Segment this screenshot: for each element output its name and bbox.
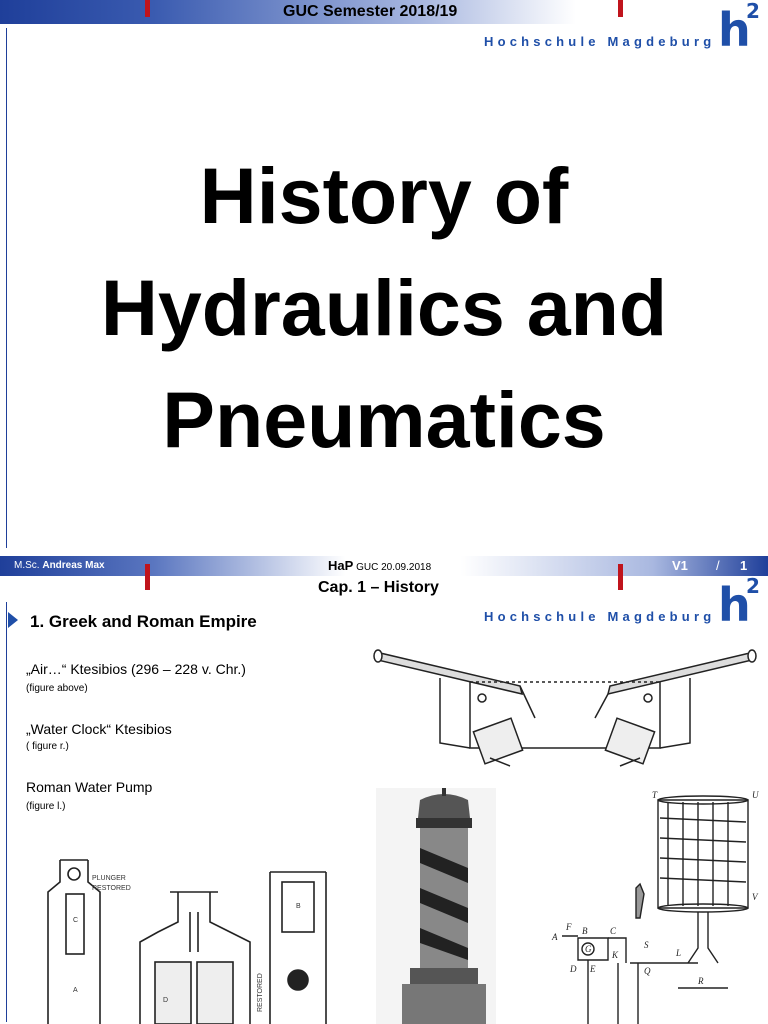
pump-label-plunger: PLUNGER — [92, 875, 126, 882]
title-line-3: Pneumatics — [162, 375, 606, 464]
clock-letter-v: V — [752, 892, 758, 902]
item-pump-note: (figure l.) — [26, 801, 66, 812]
course-date: GUC 20.09.2018 — [356, 562, 432, 573]
semester-header: GUC Semester 2018/19 — [283, 3, 458, 20]
page-number: 1 — [740, 558, 748, 573]
clock-letter-u: U — [752, 790, 759, 800]
course-code: HaP — [328, 558, 354, 573]
page-slash: / — [716, 558, 720, 573]
section-title: 1. Greek and Roman Empire — [30, 612, 257, 631]
title-line-2: Hydraulics and — [100, 263, 668, 352]
author-name: Andreas Max — [42, 560, 105, 571]
author-footer — [14, 560, 105, 571]
clock-letter-l: L — [676, 948, 682, 958]
chapter-header: Cap. 1 – History — [318, 579, 439, 596]
clock-letter-g: G — [585, 944, 592, 954]
header-tick-right — [618, 564, 623, 590]
clock-letter-f: F — [566, 922, 572, 932]
pump-label-d: D — [163, 997, 169, 1004]
content-slide — [0, 556, 768, 1024]
slide-title — [0, 140, 768, 476]
h2-logo: h — [718, 3, 751, 57]
header-tick-left — [145, 0, 150, 17]
item-clock-text: „Water Clock“ Ktesibios — [26, 721, 172, 737]
title-line-1: History of — [199, 151, 569, 240]
version-label: V1 — [672, 558, 688, 573]
h2-logo-sup: 2 — [746, 574, 760, 598]
clock-letter-k: K — [612, 950, 619, 960]
water-clock-figure — [548, 788, 764, 1024]
item-air-text: „Air…“ Ktesibios (296 – 228 v. Chr.) — [26, 661, 246, 677]
item-pump-text: Roman Water Pump — [26, 779, 153, 795]
clock-letter-t: T — [652, 790, 658, 800]
clock-tower-photo — [376, 788, 496, 1024]
section-arrow-icon — [8, 612, 18, 628]
pump-label-restored: RESTORED — [92, 885, 131, 892]
ktesibios-air-figure — [370, 638, 760, 778]
pump-label-restored-2: RESTORED — [257, 973, 264, 1012]
pump-label-b: B — [296, 903, 301, 910]
clock-letter-q: Q — [644, 966, 651, 976]
institution-name: Hochschule Magdeburg — [484, 609, 716, 624]
h2-logo-sup: 2 — [746, 0, 760, 23]
pump-label-a: A — [73, 987, 78, 994]
institution-name: Hochschule Magdeburg — [484, 34, 716, 49]
author-prefix: M.Sc. — [14, 560, 40, 571]
clock-letter-e: E — [590, 964, 596, 974]
roman-pump-figure — [30, 852, 340, 1024]
h2-logo: h — [718, 578, 751, 632]
item-air-note: (figure above) — [26, 683, 88, 694]
clock-letter-b: B — [582, 926, 588, 936]
item-clock-note: ( figure r.) — [26, 741, 69, 752]
clock-letter-a: A — [552, 932, 558, 942]
header-tick-right — [618, 0, 623, 17]
course-footer — [328, 558, 431, 573]
clock-letter-s: S — [644, 940, 649, 950]
clock-letter-d: D — [570, 964, 577, 974]
clock-letter-c: C — [610, 926, 617, 936]
left-rule — [6, 602, 7, 1022]
clock-letter-r: R — [698, 976, 704, 986]
header-tick-left — [145, 564, 150, 590]
pump-label-c: C — [73, 917, 79, 924]
